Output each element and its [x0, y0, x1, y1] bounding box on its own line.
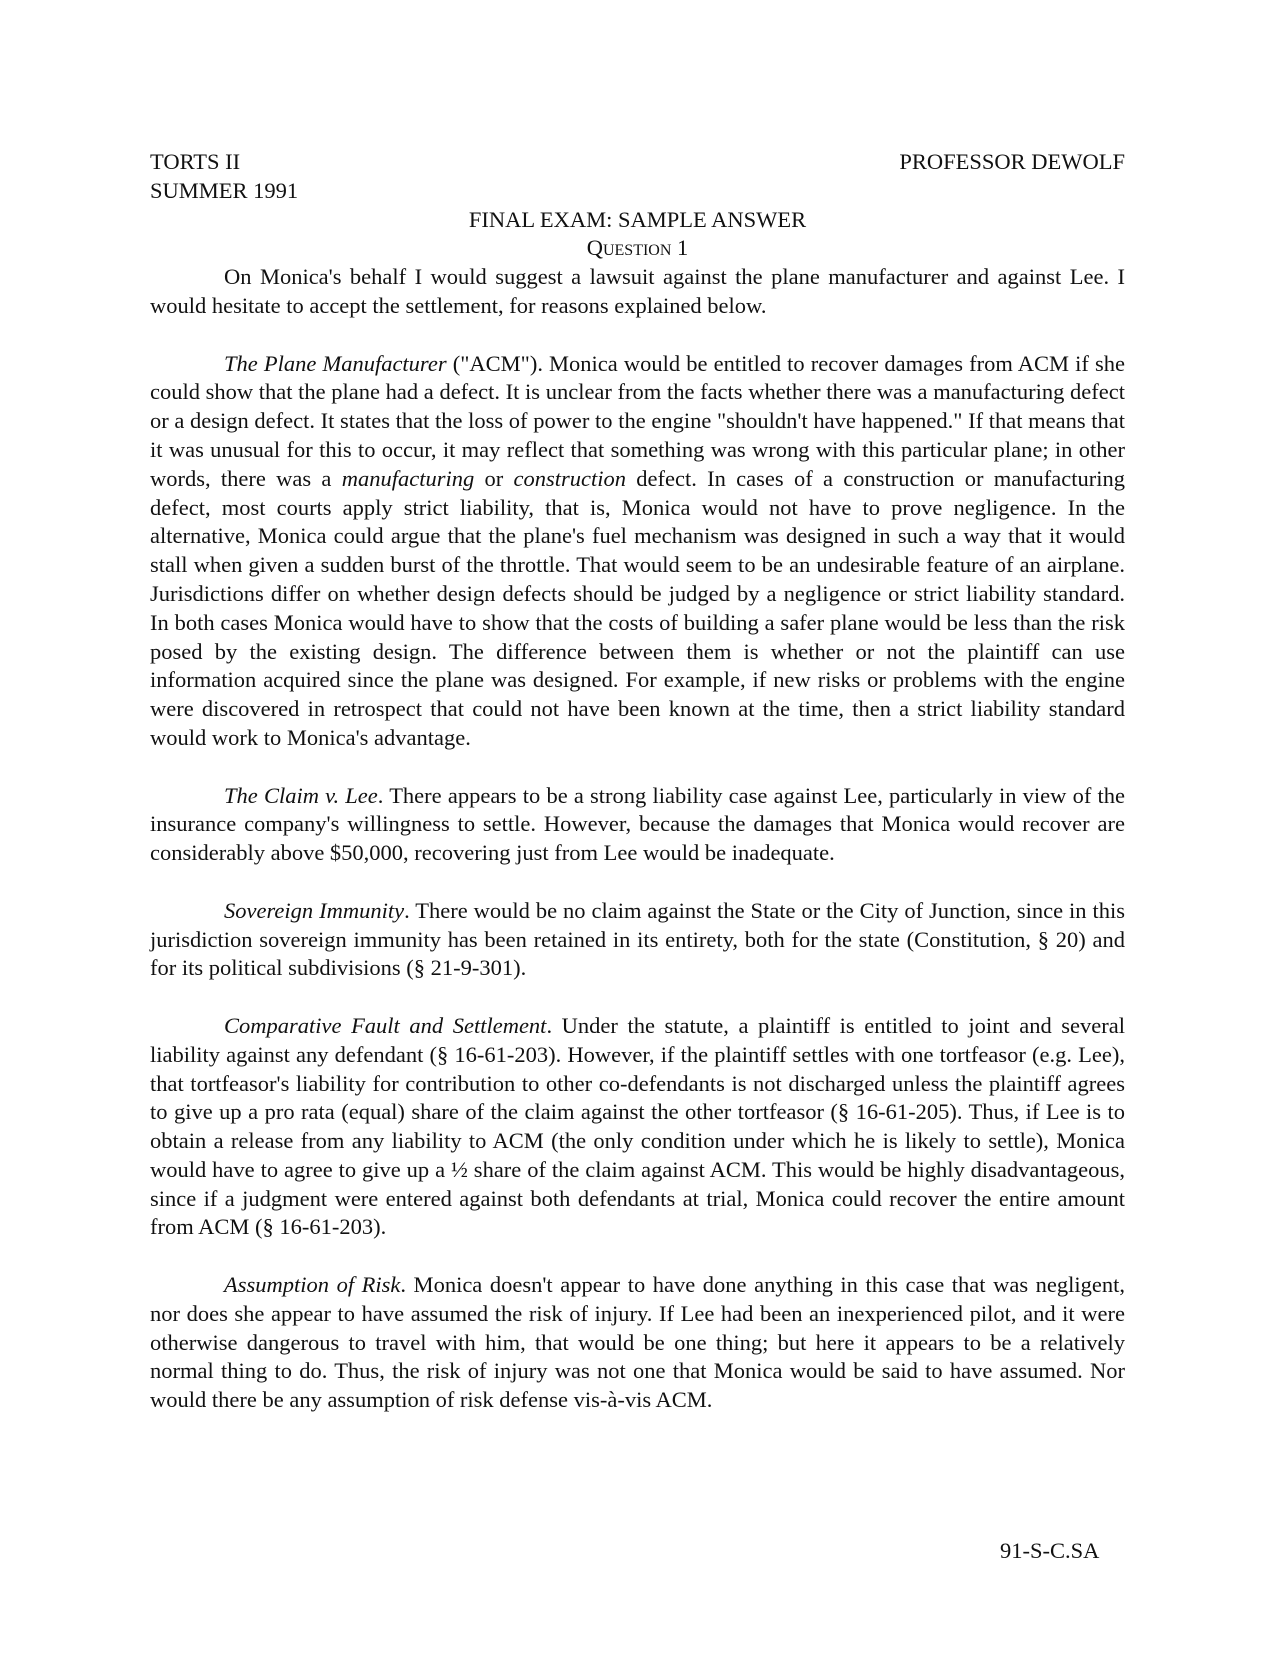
question-heading: Question 1 [586, 235, 689, 261]
paragraph-assumption-of-risk [150, 1271, 1125, 1415]
paragraph-sovereign-immunity [150, 897, 1125, 983]
header-row [150, 148, 1125, 177]
paragraph-heading: Assumption of Risk [224, 1272, 401, 1298]
paragraph-text: On Monica's behalf I would suggest a lawsuit against the plane manufacturer and against Lee. I would hesitate to accept the settlement, for reasons explained below. [150, 264, 1125, 318]
paragraph-text: . Monica doesn't appear to have done anything in this case that was negligent, nor does she appear to have assumed the risk of injury. If Lee had been an inexperienced pilot, and it were otherwise dangerous to travel with him, that would be one thing; but here it appears to be a relatively normal thing to do. Thus, the risk of injury was not one that Monica would be said to have assumed. Nor would there be any assumption of risk defense vis-à-vis ACM. [150, 1272, 1125, 1413]
paragraph-claim-v-lee [150, 782, 1125, 868]
paragraph-text: or [474, 465, 514, 491]
emphasis-text: construction [513, 465, 627, 491]
emphasis-text: manufacturing [341, 465, 475, 491]
paragraph-intro [150, 263, 1125, 321]
document-code: 91-S-C.SA [1000, 1538, 1100, 1563]
exam-page [150, 148, 1125, 1415]
paragraph-text: . Under the statute, a plaintiff is entitled to joint and several liability against any defendant (§ 16-61-203). However, if the plaintiff settles with one tortfeasor (e.g. Lee), that tortfeasor's liability for contribution to other co-defendants is not discharged unless the plaintiff agrees to give up a pro rata (equal) share of the claim against the other tortfeasor (§ 16-61-205). Thus, if Lee is to obtain a release from any liability to ACM (the only condition under which he is likely to settle), Monica would have to agree to give up a ½ share of the claim against ACM. This would be highly disadvantageous, since if a judgment were entered against both defendants at trial, Monica could recover the entire amount from ACM (§ 16-61-203). [150, 1012, 1125, 1240]
paragraph-text: . There would be no claim against the State or the City of Junction, since in this jurisdiction sovereign immunity has been retained in its entirety, both for the state (Constitution, § 20) and for its political subdivisions (§ 21-9-301). [150, 897, 1125, 981]
term: SUMMER 1991 [150, 177, 299, 203]
course-name: TORTS II [150, 149, 241, 174]
paragraph-heading: Sovereign Immunity [224, 897, 405, 923]
professor-name: PROFESSOR DEWOLF [899, 149, 1125, 174]
page-title: FINAL EXAM: SAMPLE ANSWER [468, 206, 807, 232]
paragraph-text: defect. In cases of a construction or manufacturing defect, most courts apply strict liability, that is, Monica would not have to prove negligence. In the alternative, Monica could argue that the plane's fuel mechanism was designed in such a way that it would stall when given a sudden burst of the throttle. That would seem to be an undesirable feature of an airplane. Jurisdictions differ on whether design defects should be judged by a negligence or strict liability standard. In both cases Monica would have to show that the costs of building a safer plane would be less than the risk posed by the existing design. The difference between them is whether or not the plaintiff can use information acquired since the plane was designed. For example, if new risks or problems with the engine were discovered in retrospect that could not have been known at the time, then a strict liability standard would work to Monica's advantage. [150, 465, 1125, 750]
paragraph-text: ("ACM"). Monica would be entitled to recover damages from ACM if she could show that the plane had a defect. It is unclear from the facts whether there was a manufacturing defect or a design defect. It states that the loss of power to the engine "shouldn't have happened." If that means that it was unusual for this to occur, it may reflect that something was wrong with this particular plane; in other words, there was a [150, 350, 1125, 491]
paragraph-plane-manufacturer [150, 350, 1125, 753]
paragraph-heading: The Claim v. Lee [224, 782, 378, 808]
paragraph-comparative-fault [150, 1012, 1125, 1242]
paragraph-heading: The Plane Manufacturer [224, 350, 447, 376]
paragraph-text: . There appears to be a strong liability case against Lee, particularly in view of the insurance company's willingness to settle. However, because the damages that Monica would recover are considerably above $50,000, recovering just from Lee would be inadequate. [150, 782, 1125, 866]
paragraph-heading: Comparative Fault and Settlement [224, 1012, 547, 1038]
